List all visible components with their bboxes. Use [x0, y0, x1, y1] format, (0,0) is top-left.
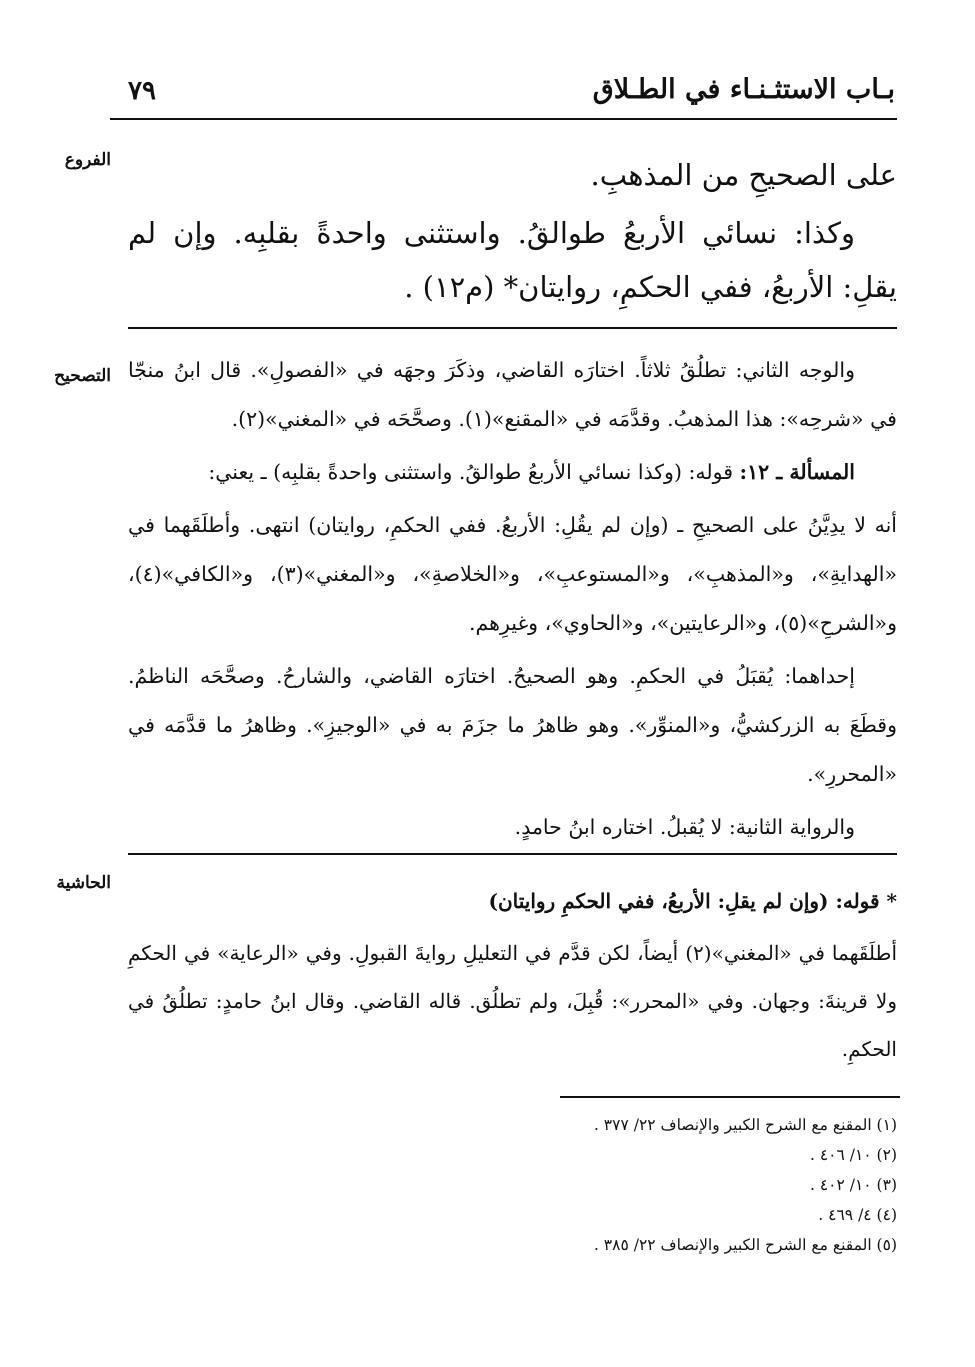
side-label-hashiya: الحاشية	[56, 873, 111, 893]
footnote-item: (٥) المقنع مع الشرح الكبير والإنصاف ٢٢/ ٣٨٥ .	[593, 1236, 897, 1254]
footnote-item: (٢) ١٠/ ٤٠٦ .	[809, 1146, 897, 1164]
footnote-item: (٤) ٤/ ٤٦٩ .	[818, 1206, 897, 1224]
tashih-paragraph: والوجه الثاني: تطلُقُ ثلاثاً. اختارَه القاضي، وذكَرَ وجهَه في «الفصولِ». قال ابنُ منجّا في «شرحِه»: هذا المذهبُ. وقدَّمَه في «المقنع»(١). وصحَّحَه في «المغني»(٢).	[128, 358, 897, 431]
page-number: ٧٩	[128, 76, 156, 106]
section-divider	[128, 853, 897, 855]
hashiya-section	[128, 877, 897, 1077]
footnote-rule	[560, 1096, 900, 1098]
masala-text: قوله: (وكذا نسائي الأربعُ طوالقُ. واستثنى واحدةً بقلبِه) ـ يعني:	[208, 460, 734, 484]
hashiya-heading: * قوله: (وإن لم يقلِ: الأربعُ، ففي الحكمِ روايتان)	[488, 889, 897, 913]
furu-paragraph: وكذا: نسائي الأربعُ طوالقُ. واستثنى واحدةً بقلبِه. وإن لم يقلِ: الأربعُ، ففي الحكمِ، روايتان* (م١٢) .	[128, 216, 897, 304]
header-rule	[110, 118, 897, 120]
side-label-tashih: التصحيح	[54, 366, 111, 386]
furu-paragraph: على الصحيحِ من المذهبِ.	[590, 158, 897, 192]
tashih-paragraph: أنه لا يدِيَّنُ على الصحيحِ ـ (وإن لم يقُلِ: الأربعُ. ففي الحكمِ، روايتان) انتهى. وأطلَقَهما في «الهدايةِ»، و«المذهبِ»، و«المستوعبِ»، و«الخلاصةِ»، و«المغني»(٣)، و«الكافي»(٤)، و«الشرحِ»(٥)، و«الرعايتين»، و«الحاوي»، وغيرِهم.	[128, 513, 897, 635]
tashih-paragraph: إحداهما: يُقبَلُ في الحكمِ. وهو الصحيحُ. اختارَه القاضي، والشارحُ. وصحَّحَه الناظمُ. وقطَعَ به الزركشيُّ، و«المنوِّر». وهو ظاهرُ ما جزَمَ به في «الوجيزِ». وظاهرُ ما قدَّمَه في «المحررِ».	[128, 664, 897, 786]
masala-label: المسألة ـ ١٢:	[739, 460, 855, 484]
tashih-section	[128, 346, 897, 856]
tashih-paragraph: والرواية الثانية: لا يُقبلُ. اختاره ابنُ حامدٍ.	[514, 815, 855, 839]
side-label-furu: الفروع	[64, 150, 111, 170]
running-header-title: بـاب الاستثـنـاء في الطـلاق	[592, 74, 895, 105]
footnotes	[128, 1110, 897, 1260]
footnote-item: (١) المقنع مع الشرح الكبير والإنصاف ٢٢/ ٣٧٧ .	[593, 1116, 897, 1134]
section-divider	[128, 327, 897, 329]
masala-paragraph	[128, 448, 897, 497]
furu-section	[128, 148, 897, 318]
footnote-item: (٣) ١٠/ ٤٠٢ .	[809, 1176, 897, 1194]
hashiya-text: أطلَقَهما في «المغني»(٢) أيضاً، لكن قدَّم في التعليلِ روايةَ القبولِ. وفي «الرعاية» في الحكمِ ولا قرينةَ: وجهان. وفي «المحرر»: قُبِلَ، ولم تطلُق. قاله القاضي. وقال ابنُ حامدٍ: تطلُقُ في الحكمِ.	[128, 941, 898, 1061]
